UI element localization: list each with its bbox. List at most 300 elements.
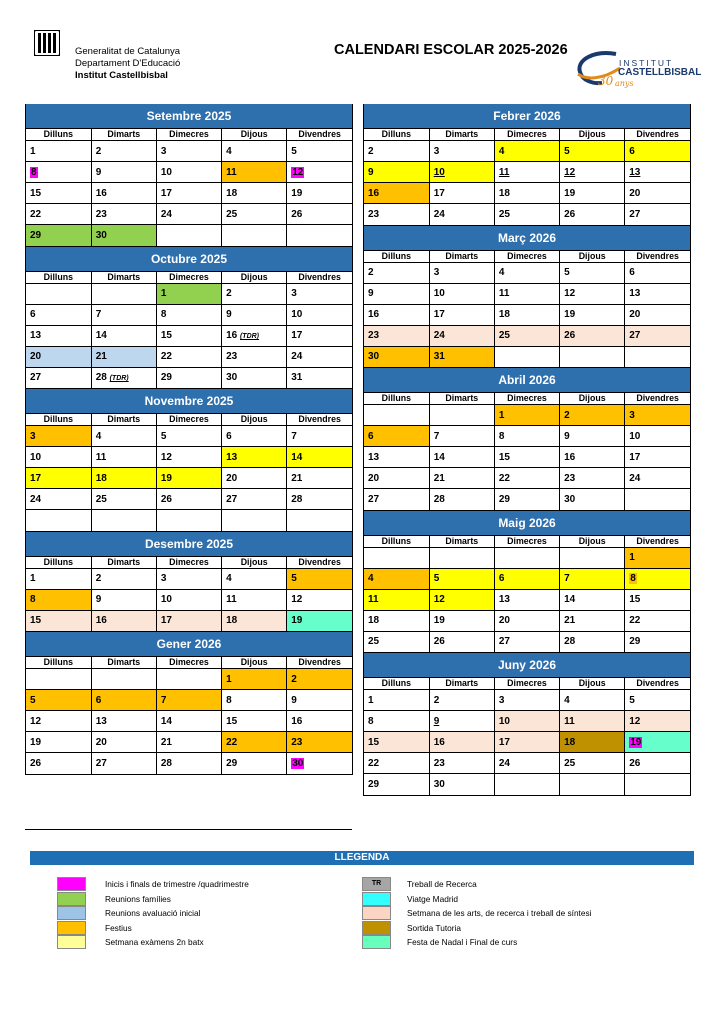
- day-cell: [494, 690, 559, 711]
- day-cell: [222, 283, 287, 304]
- day-cell: [429, 489, 494, 510]
- weekday-header: Divendres: [287, 657, 352, 669]
- day-number: 18: [564, 736, 576, 748]
- day-cell: [156, 489, 221, 510]
- day-number: 7: [291, 430, 297, 442]
- legend-swatch: [57, 921, 86, 935]
- day-cell: [364, 468, 429, 489]
- weekday-header: Dijous: [560, 129, 625, 141]
- day-cell: [91, 589, 156, 610]
- day-cell: [222, 162, 287, 183]
- day-number: 4: [95, 430, 102, 442]
- day-number: 28: [433, 493, 445, 505]
- day-cell: [287, 732, 352, 753]
- day-cell: [625, 162, 690, 183]
- day-number: 2: [291, 673, 297, 685]
- day-cell: [494, 753, 559, 774]
- weekday-header: Dimarts: [91, 129, 156, 141]
- day-cell: [494, 774, 559, 795]
- legend-swatch: [362, 892, 391, 906]
- day-cell: [91, 510, 156, 531]
- weekday-header: Dimarts: [91, 657, 156, 669]
- day-cell: [625, 589, 690, 610]
- day-cell: [156, 183, 221, 204]
- day-cell: [429, 346, 494, 367]
- weekday-header: Dilluns: [364, 535, 429, 547]
- day-number: 19: [160, 472, 172, 484]
- day-number: 27: [368, 493, 380, 505]
- day-cell: [364, 568, 429, 589]
- day-number: 6: [95, 694, 102, 706]
- day-cell: [26, 568, 91, 589]
- day-cell: [91, 225, 156, 246]
- weekday-header: Dijous: [560, 250, 625, 262]
- day-number: 24: [433, 208, 445, 220]
- week-row: [26, 367, 352, 388]
- day-cell: [222, 426, 287, 447]
- day-cell: [625, 204, 690, 225]
- day-number: 25: [498, 330, 510, 341]
- day-number: 10: [433, 166, 445, 178]
- day-cell: [222, 753, 287, 774]
- day-cell: [156, 510, 221, 531]
- day-number: 26: [564, 208, 576, 220]
- day-cell: [625, 610, 690, 631]
- day-cell: [91, 141, 156, 162]
- day-cell: [287, 183, 352, 204]
- day-cell: [494, 610, 559, 631]
- day-cell: [560, 690, 625, 711]
- week-row: [26, 732, 352, 753]
- week-row: [364, 405, 690, 426]
- day-number: 6: [368, 430, 374, 442]
- day-number: 3: [291, 288, 297, 299]
- month-calendar: [363, 104, 691, 226]
- day-cell: [494, 589, 559, 610]
- day-number: 3: [433, 145, 440, 157]
- day-cell: [625, 489, 690, 510]
- weekday-header: Dijous: [222, 657, 287, 669]
- institut-logo: [572, 50, 702, 92]
- day-number: 21: [95, 351, 107, 362]
- legend-label: Festa de Nadal i Final de curs: [407, 937, 518, 947]
- day-cell: [287, 690, 352, 711]
- day-cell: [91, 346, 156, 367]
- weekday-header: Divendres: [287, 271, 352, 283]
- month-calendar: [363, 511, 691, 654]
- day-number: 14: [433, 451, 445, 463]
- day-cell: [429, 426, 494, 447]
- day-number: 7: [433, 430, 440, 442]
- weekday-header: Divendres: [625, 535, 690, 547]
- day-number: 1: [498, 409, 505, 421]
- day-cell: [91, 367, 156, 388]
- day-number: 17: [433, 309, 445, 320]
- day-cell: [156, 732, 221, 753]
- legend-title: LLEGENDA: [30, 851, 694, 865]
- day-cell: [625, 447, 690, 468]
- day-number: 24: [498, 757, 510, 769]
- month-title: Juny 2026: [364, 653, 690, 677]
- day-cell: [287, 204, 352, 225]
- logo-line-3: 30: [598, 74, 614, 88]
- day-number: 5: [564, 267, 570, 278]
- day-cell: [156, 325, 221, 346]
- day-number: 2: [433, 694, 440, 706]
- day-number: 28: [95, 372, 107, 384]
- week-row: [26, 225, 352, 246]
- day-cell: [364, 405, 429, 426]
- day-cell: [494, 631, 559, 652]
- month-table: [364, 392, 690, 510]
- tdr-note: (TDR): [239, 333, 260, 340]
- month-title: Gener 2026: [26, 632, 352, 656]
- day-cell: [91, 304, 156, 325]
- week-row: [364, 774, 690, 795]
- day-cell: [26, 325, 91, 346]
- day-cell: [364, 183, 429, 204]
- day-cell: [222, 225, 287, 246]
- weekday-header: Dilluns: [364, 678, 429, 690]
- day-number: 16: [95, 187, 107, 199]
- day-cell: [560, 568, 625, 589]
- week-row: [364, 204, 690, 225]
- day-number: 29: [629, 636, 641, 648]
- weekday-header: Divendres: [625, 129, 690, 141]
- page-title: CALENDARI ESCOLAR 2025-2026: [334, 42, 568, 58]
- week-row: [364, 447, 690, 468]
- month-calendar: [25, 532, 353, 633]
- day-cell: [625, 304, 690, 325]
- legend-swatch: TR: [362, 877, 391, 891]
- day-number: 1: [629, 552, 635, 563]
- day-number: 29: [226, 757, 238, 769]
- week-row: [26, 753, 352, 774]
- day-cell: [156, 346, 221, 367]
- generalitat-logo-icon: [34, 30, 60, 56]
- month-calendar: [363, 368, 691, 511]
- day-cell: [91, 610, 156, 631]
- day-cell: [222, 346, 287, 367]
- day-cell: [222, 589, 287, 610]
- day-number: 4: [226, 573, 232, 584]
- day-cell: [26, 141, 91, 162]
- legend-swatch: [57, 877, 86, 891]
- day-cell: [222, 732, 287, 753]
- day-cell: [91, 447, 156, 468]
- day-cell: [429, 610, 494, 631]
- logo-line-2: CASTELLBISBAL: [618, 67, 702, 78]
- day-number: 23: [433, 757, 445, 769]
- day-cell: [287, 510, 352, 531]
- day-cell: [625, 631, 690, 652]
- day-number: 15: [160, 330, 172, 341]
- day-cell: [287, 468, 352, 489]
- legend-swatch: [362, 906, 391, 920]
- weekday-header: Dimecres: [156, 129, 221, 141]
- week-row: [364, 304, 690, 325]
- day-cell: [625, 568, 690, 589]
- day-cell: [364, 690, 429, 711]
- day-number: 17: [629, 451, 641, 463]
- week-row: [26, 711, 352, 732]
- week-row: [364, 631, 690, 652]
- month-table: [26, 556, 352, 632]
- weekday-header: Divendres: [625, 250, 690, 262]
- day-number: 17: [498, 736, 510, 748]
- weekday-header: Dijous: [222, 271, 287, 283]
- week-row: [26, 610, 352, 631]
- day-number: 24: [160, 208, 172, 220]
- month-table: [364, 250, 690, 368]
- day-number: 6: [629, 267, 635, 278]
- day-number: 1: [160, 288, 167, 299]
- day-cell: [222, 489, 287, 510]
- day-cell: [494, 162, 559, 183]
- day-cell: [156, 141, 221, 162]
- weekday-header: Dijous: [222, 414, 287, 426]
- day-number: 10: [498, 715, 510, 727]
- week-row: [26, 304, 352, 325]
- day-number: 3: [498, 694, 505, 706]
- day-cell: [91, 426, 156, 447]
- day-cell: [364, 262, 429, 283]
- day-cell: [156, 204, 221, 225]
- month-table: [26, 128, 352, 246]
- month-calendar: [25, 104, 353, 247]
- day-number: 24: [30, 493, 42, 505]
- day-number: 1: [368, 694, 374, 706]
- day-cell: [91, 325, 156, 346]
- month-title: Febrer 2026: [364, 104, 690, 128]
- day-cell: [560, 589, 625, 610]
- day-number: 12: [292, 166, 304, 178]
- day-cell: [560, 141, 625, 162]
- legend-label: Treball de Recerca: [407, 879, 477, 889]
- day-cell: [364, 162, 429, 183]
- day-cell: [429, 711, 494, 732]
- day-number: 17: [160, 187, 172, 199]
- tdr-note: (TDR): [109, 375, 129, 383]
- day-cell: [429, 183, 494, 204]
- day-number: 9: [433, 715, 440, 727]
- day-number: 15: [368, 736, 380, 748]
- day-cell: [287, 447, 352, 468]
- day-number: 31: [433, 351, 445, 363]
- day-number: 20: [226, 472, 238, 484]
- week-row: [364, 141, 690, 162]
- day-number: 11: [498, 166, 510, 178]
- day-number: 10: [433, 288, 445, 299]
- day-number: 8: [31, 166, 37, 178]
- day-cell: [560, 447, 625, 468]
- day-cell: [494, 346, 559, 367]
- day-number: 16: [433, 736, 445, 748]
- day-cell: [26, 468, 91, 489]
- day-number: 18: [368, 615, 380, 626]
- day-number: 8: [160, 309, 167, 320]
- day-number: 30: [292, 757, 304, 769]
- legend-swatch: [362, 921, 391, 935]
- legend-label: Reunions avaluació inicial: [105, 908, 201, 918]
- week-row: [26, 183, 352, 204]
- day-number: 29: [30, 229, 42, 241]
- day-number: 11: [226, 166, 237, 178]
- day-cell: [26, 162, 91, 183]
- day-cell: [287, 162, 352, 183]
- day-cell: [156, 367, 221, 388]
- day-number: 17: [30, 472, 42, 484]
- day-number: 9: [564, 430, 570, 442]
- legend-swatch: [57, 906, 86, 920]
- day-number: 19: [564, 309, 576, 320]
- day-number: 2: [368, 267, 374, 278]
- day-cell: [364, 732, 429, 753]
- day-number: 21: [564, 615, 576, 626]
- day-cell: [287, 489, 352, 510]
- day-cell: [560, 204, 625, 225]
- week-row: [364, 753, 690, 774]
- day-cell: [91, 669, 156, 690]
- day-number: 8: [30, 594, 36, 605]
- day-cell: [494, 547, 559, 568]
- day-cell: [364, 141, 429, 162]
- org-line-1: Generalitat de Catalunya: [75, 46, 181, 57]
- weekday-header: Dimarts: [429, 678, 494, 690]
- day-number: 8: [226, 694, 232, 706]
- day-number: 9: [95, 166, 102, 178]
- weekday-header: Dimecres: [494, 129, 559, 141]
- day-cell: [429, 405, 494, 426]
- day-cell: [91, 162, 156, 183]
- day-number: 22: [629, 615, 641, 626]
- day-number: 4: [226, 145, 232, 157]
- day-number: 29: [160, 372, 172, 384]
- day-cell: [26, 204, 91, 225]
- day-number: 3: [160, 145, 167, 157]
- day-number: 11: [498, 288, 510, 299]
- day-cell: [222, 711, 287, 732]
- weekday-header: Dijous: [222, 129, 287, 141]
- day-cell: [560, 283, 625, 304]
- left-calendar-column: [25, 104, 353, 775]
- week-row: [26, 141, 352, 162]
- day-cell: [560, 346, 625, 367]
- day-number: 17: [433, 187, 445, 199]
- weekday-header: Dimarts: [429, 250, 494, 262]
- legend-label: Setmana exàmens 2n batx: [105, 937, 204, 947]
- day-number: 9: [95, 594, 102, 605]
- day-number: 26: [629, 757, 641, 769]
- day-number: 26: [564, 330, 576, 341]
- day-cell: [287, 304, 352, 325]
- day-number: 23: [226, 351, 238, 362]
- day-cell: [429, 447, 494, 468]
- day-number: 19: [630, 736, 642, 748]
- day-number: 2: [95, 145, 102, 157]
- day-number: 20: [629, 187, 641, 199]
- weekday-header: Dilluns: [364, 393, 429, 405]
- day-cell: [560, 547, 625, 568]
- week-row: [26, 489, 352, 510]
- day-cell: [222, 204, 287, 225]
- day-number: 1: [226, 673, 232, 685]
- day-cell: [364, 325, 429, 346]
- day-cell: [625, 262, 690, 283]
- day-cell: [560, 304, 625, 325]
- day-cell: [364, 610, 429, 631]
- day-cell: [429, 468, 494, 489]
- week-row: [364, 162, 690, 183]
- day-number: 12: [433, 594, 445, 605]
- day-number: 14: [291, 451, 303, 463]
- day-number: 26: [291, 208, 303, 220]
- week-row: [364, 468, 690, 489]
- week-row: [364, 346, 690, 367]
- day-cell: [156, 447, 221, 468]
- week-row: [364, 283, 690, 304]
- weekday-header: Dimarts: [429, 535, 494, 547]
- day-number: 29: [498, 493, 510, 505]
- day-cell: [91, 568, 156, 589]
- legend-swatch: [362, 935, 391, 949]
- day-number: 25: [368, 636, 380, 648]
- day-cell: [560, 325, 625, 346]
- day-cell: [364, 711, 429, 732]
- day-cell: [625, 141, 690, 162]
- weekday-header: Dilluns: [26, 556, 91, 568]
- week-row: [364, 262, 690, 283]
- day-cell: [222, 367, 287, 388]
- day-cell: [625, 711, 690, 732]
- month-table: [26, 271, 352, 389]
- weekday-header: Dilluns: [26, 414, 91, 426]
- day-cell: [364, 283, 429, 304]
- weekday-header: Divendres: [625, 678, 690, 690]
- day-cell: [287, 141, 352, 162]
- month-calendar: [363, 653, 691, 796]
- day-cell: [91, 283, 156, 304]
- day-cell: [26, 283, 91, 304]
- day-cell: [156, 753, 221, 774]
- day-cell: [156, 225, 221, 246]
- day-cell: [560, 732, 625, 753]
- day-number: 9: [368, 166, 374, 178]
- day-cell: [494, 468, 559, 489]
- right-calendar-column: [363, 104, 691, 796]
- day-cell: [494, 141, 559, 162]
- day-number: 15: [226, 715, 238, 727]
- day-cell: [625, 774, 690, 795]
- day-number: 19: [433, 615, 445, 626]
- day-number: 11: [95, 451, 107, 463]
- day-cell: [287, 610, 352, 631]
- day-number: 12: [30, 715, 42, 727]
- day-number: 2: [564, 409, 570, 421]
- day-cell: [26, 669, 91, 690]
- day-number: 3: [160, 573, 167, 584]
- day-number: 11: [226, 594, 237, 605]
- week-row: [26, 346, 352, 367]
- org-line-3: Institut Castellbisbal: [75, 70, 168, 81]
- legend-swatch: [57, 935, 86, 949]
- day-cell: [560, 631, 625, 652]
- day-number: 28: [291, 493, 303, 505]
- day-number: 25: [564, 757, 576, 769]
- day-cell: [156, 162, 221, 183]
- day-number: 13: [629, 166, 641, 178]
- day-number: 16: [95, 615, 107, 627]
